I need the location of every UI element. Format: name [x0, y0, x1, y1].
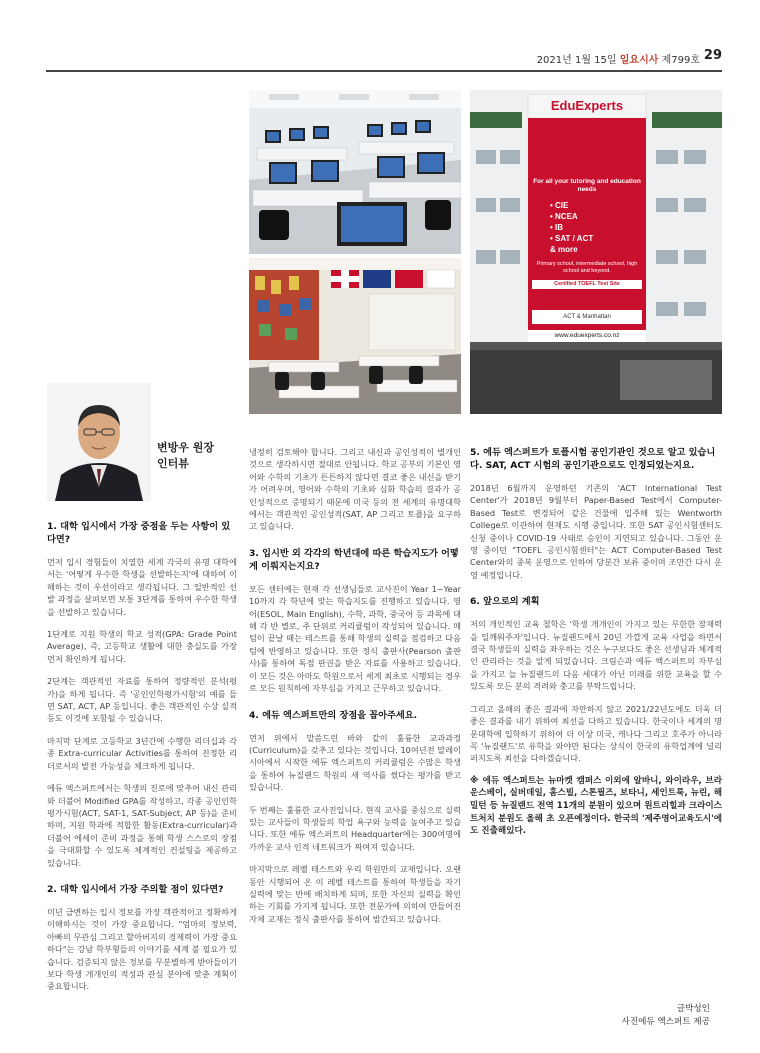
- byline-photo: 사진에듀 엑스퍼트 제공: [621, 1017, 710, 1027]
- photo-building-sign: [470, 90, 722, 414]
- article-column-2: [249, 446, 461, 935]
- campus-note: ※ 에듀 엑스퍼트는 뉴마켓 캠퍼스 이외에 알바니, 와이라우, 브라운스베이, 실버데일, 홈스빌, 스톤필즈, 보타니, 세인트룩, 뉴린, 해밀턴 등 뉴질랜드 전역 11개의 분원이 있으며 원트리힐과 크라이스트처치 분원도 올해 초 오픈예정이다. 한국의 '제주영어교육도시'에도 진출해있다.: [470, 775, 722, 837]
- sign-brand: EduExperts: [550, 98, 624, 113]
- sign-item: & more: [550, 245, 578, 254]
- interview-label: 인터뷰: [157, 457, 189, 470]
- paragraph: 먼저 위에서 말씀드린 바와 같이 훌륭한 교과과정(Curriculum)을 갖추고 있다는 것입니다. 10여년전 말레이시아에서 시작한 에듀 엑스퍼트의 커리큘럼은 수많은 학생을 통하여 뉴질랜드 학원의 새 역사를 썼다는 평가를 받고 있습니다.: [249, 732, 461, 793]
- paragraph: 2단계는 객관적인 자료를 통하여 정량적인 분석(평가)을 하게 됩니다. 즉 '공인인학평가시험'의 예를 들면 SAT, ACT, AP 등입니다. 좋은 객관적인 수상 실적 등도 이것에 포함될 수 있습니다.: [47, 676, 237, 724]
- header-meta: [537, 51, 700, 66]
- sign-header: [528, 94, 646, 118]
- header-rule: [46, 70, 722, 72]
- paragraph: 냉정히 검토해야 합니다. 그리고 내신과 공인성적이 별개인 것으로 생각하시면 절대로 안됩니다. 학교 공부의 기본인 영어와 수학의 기초가 튼튼하지 않다면 결코 좋은 내신을 받기가 어려우며, 영어와 수학의 기초와 심화 학습의 결과가 공인성적으로 증명되기 때문에 미국 등의 전 세계의 유명대학에서는 객관적인 공인성적(SAT, AP 그리고 토플)을 요구하고 있습니다.: [249, 447, 461, 532]
- question-heading-1: 1. 대학 입시에서 가장 중점을 두는 사항이 있다면?: [47, 521, 231, 545]
- sign-item: • NCEA: [550, 212, 578, 221]
- interview-caption: [157, 440, 214, 472]
- paragraph: 두 번째는 훌륭한 교사진입니다. 현직 교사를 중심으로 실력있는 교사들이 학생들의 학업 욕구와 능력을 높여주고 있습니다. 또한 에듀 엑스퍼트의 Headquarter에는 300여명에 가까운 교사 인적 네트워크가 짜여져 있습니다.: [249, 804, 461, 852]
- photo-classroom: [249, 258, 461, 414]
- portrait-illustration: [47, 383, 151, 501]
- question-heading-3: 3. 입시반 외 각각의 학년대에 따른 학습지도가 어떻게 이뤄지는지요?: [249, 547, 459, 572]
- sign-body: [532, 178, 642, 289]
- sign-footer-logos: ACT & Manhattan: [532, 310, 642, 324]
- question-heading-5: 5. 에듀 엑스퍼트가 토플시험 공인기관인 것으로 알고 있습니다. SAT, ACT 시험의 공인기관으로도 인정되었는지요.: [470, 447, 716, 471]
- header-issue: 제799호: [661, 55, 700, 66]
- article-column-1: [47, 520, 237, 1003]
- header-date: 2021년 1월 15일: [536, 55, 617, 66]
- page-header: [0, 48, 760, 70]
- byline-writer: 글박성인: [676, 1004, 710, 1014]
- computer-lab-illustration: [249, 90, 461, 254]
- paragraph: 마지막으로 레벨 테스트와 우리 학원만의 교재입니다. 오랜동안 시행되어 온 이 레벨 테스트를 통하여 학생들을 자기 실력에 맞는 반에 배치하게 되며, 또한 자신의 실력을 확인하는 기회를 가지게 됩니다. 또한 전문가에 의하여 만들어진 자체 교재는 정식 출판사를 통하여 발간되고 있습니다.: [249, 864, 461, 924]
- header-newspaper: 일요시사: [619, 55, 659, 66]
- sign-item: • IB: [550, 223, 564, 232]
- question-heading-2: 2. 대학 입시에서 가장 주의할 점이 있다면?: [47, 883, 224, 895]
- photo-computer-lab: [249, 90, 461, 254]
- paragraph: 모든 센터에는 현재 각 선생님들로 교사진이 Year 1~Year 10까지 각 학년에 맞는 학습지도를 진행하고 있습니다. 영어(ESOL, Main English), 수학, 과학, 중국어 등 과목에 대해 각 반 별로, 주 단위로 커리큘럼이 작성되어 있습니다. 매 텀이 끝날 때는 테스트를 통해 학생의 실력을 점검하고 다음 텀에 반영하고 있습니다. 또한 정식 출판사(Pearson 출판사)를 통하여 독점 판권을 받은 자료를 사용하고 있습니다. 이 모든 것은 아마도 학원으로서 세계 최초로 시행되는 경우로 모든 원칙하에 자부심을 가지고 근무하고 있습니다.: [249, 583, 461, 694]
- question-heading-4: 4. 에듀 엑스퍼트만의 장점을 꼽아주세요.: [249, 709, 418, 721]
- page-number: 29: [703, 48, 722, 63]
- sign-item: • CIE: [550, 201, 569, 210]
- sign-item: • SAT / ACT: [550, 234, 594, 243]
- paragraph: 먼저 입시 경험들이 치열한 세계 각국의 유명 대학에서는 '어떻게 우수한 학생을 선발하는지'에 대하여 이해하는 것이 우선이라고 생각됩니다. 그 일반적인 선발 과정을 살펴보면 보통 3단계를 통하여 우수한 학생을 선발하고 있습니다.: [47, 557, 237, 617]
- paragraph: 마지막 단계로 고등학교 3년간에 수행한 리더십과 각종 Extra-curricular Activities를 통하여 진정한 리더로서의 발전 가능성을 체크하게 됩니다.: [47, 735, 237, 771]
- byline: [560, 1003, 710, 1029]
- paragraph: 1단계로 지원 학생의 학교 성적(GPA: Grade Point Average), 즉, 고등학교 생활에 대한 충실도를 가장 먼저 확인하게 됩니다.: [47, 629, 237, 664]
- interviewee-name: 변방우 원장: [157, 441, 214, 454]
- paragraph: 에듀 엑스퍼트에서는 학생의 진로에 맞추어 내신 관리와 더불어 Modified GPA를 작성하고, 각종 공인인학평가시험(ACT, SAT-1, SAT-Subject, AP 등)을 준비하며, 지원 학과에 적합한 활동(Extra-curricular)과 더불어 에세이 준비 과정을 통해 학생 스스로의 장점을 극대화할 수 있도록 체계적인 컨설팅을 제공하고 있습니다.: [47, 783, 237, 868]
- interviewee-portrait: [47, 383, 151, 501]
- sign-tagline: For all your tutoring and education needs: [533, 178, 641, 193]
- article-column-3: [470, 446, 722, 838]
- classroom-illustration: [249, 258, 461, 414]
- sign-badge: Certified TOEFL Test Site: [532, 280, 642, 289]
- sign-sub: Primary school, intermediate school, high school and beyond.: [536, 261, 638, 274]
- question-heading-6: 6. 앞으로의 계획: [470, 596, 540, 608]
- paragraph: 미년 급변하는 입시 정보를 가장 객관적이고 정확하게 이해하시는 것이 가장 중요합니다. "엄마의 정보력, 아빠의 무관심 그리고 할아버지의 경제력이 가장 중요하다"는 강남 학부형들의 이야기를 세계 볼 필요가 있습니다. 검증되지 않은 정보를 무분별하게 받아들이기보다 학생 개개인의 적성과 관심 분야에 맞춘 계획이 중요합니다.: [47, 906, 237, 992]
- sign-items: [532, 200, 642, 255]
- sign-url: www.eduexperts.co.nz: [528, 330, 646, 342]
- paragraph: 저의 개인적인 교육 철학은 '학생 개개인이 가지고 있는 무한한 잠재력을 일깨워주자'입니다. 뉴질랜드에서 20년 가깝게 교육 사업을 하면서 결국 학생들의 실력을 좌우하는 것은 누구보다도 좋은 선생님과 체계적인 관리라는 것을 알게 되었습니다. 크림슨과 에듀 엑스퍼트의 자부심을 가지고 늘 뉴질랜드의 다음 세대가 아닌 미래를 위한 교육을 할 수 있도록 모든 분의 격려와 충고를 부탁드립니다.: [470, 619, 722, 692]
- paragraph: 2018년 6월까지 운영하던 기존의 'ACT International Test Center'가 2018년 9월부터 Paper-Based Test에서 Computer-Based Test로 변경되어 같은 건물에 입주해 있는 Wentworth College로 이관하여 현재도 시행 중입니다. 또한 SAT 공인시험센터도 신청 중이나 COVID-19 사태로 승인이 지연되고 있습니다. 그동안 운영 중이던 "TOEFL 공인시험센터"는 ACT Computer-Based Test Center와의 중복 운영으로 인하여 당분간 보류 중이며 조만간 다시 운영 예정입니다.: [470, 483, 722, 580]
- paragraph: 그리고 올해의 좋은 결과에 자만하지 않고 2021/22년도에도 더욱 더 좋은 결과를 내기 위하여 최선을 다하고 있습니다. 한국이나 세계의 명문대학에 입학하기 위하여 더 이상 미국, 캐나다 그리고 호주가 아니라 꼭 '뉴질랜드'로 유학을 와야만 된다는 상식이 한국의 유학업계에 널리 퍼지도록 최선을 다하겠습니다.: [470, 703, 722, 764]
